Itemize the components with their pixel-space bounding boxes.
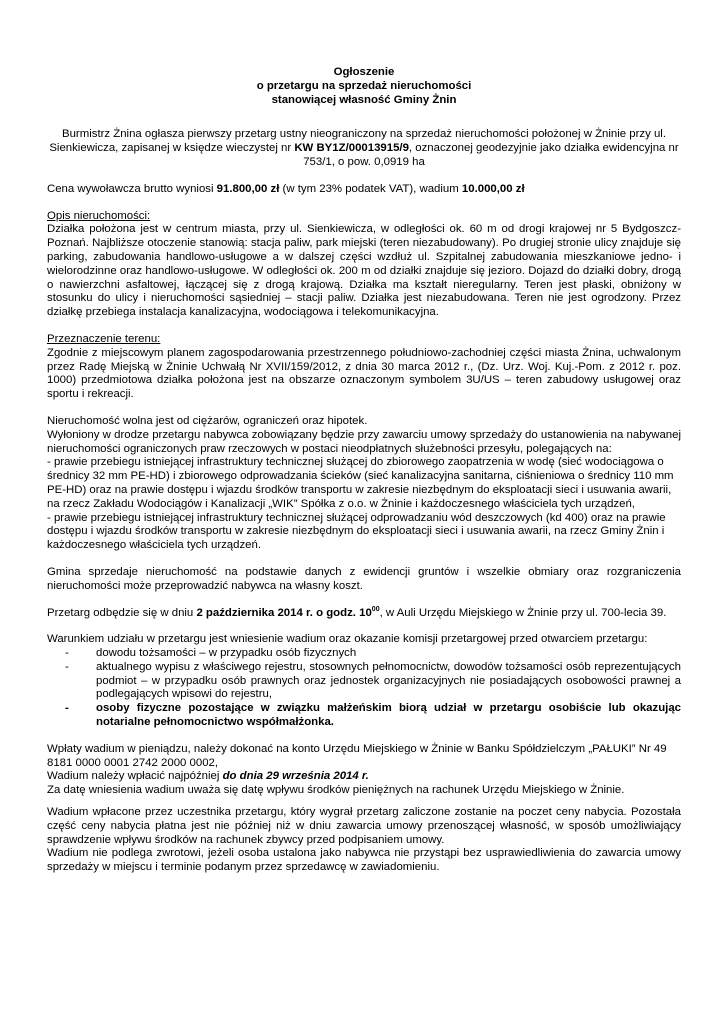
list-item: - dowodu tożsamości – w przypadku osób fizycznych <box>47 647 681 661</box>
auction-text-1: Przetarg odbędzie się w dniu <box>47 606 197 619</box>
list-item: - aktualnego wypisu z właściwego rejestru, stosownych pełnomocnictw, dowodów tożsamości osób reprezentujących podmiot – w przypadku osób prawnych oraz jednostek organizacyjnych nie posiadających osobowości prawnej a podlegających wpisowi do rejestru, <box>47 661 681 702</box>
encumbrance-item-1: - prawie przebiegu istniejącej infrastruktury technicznej służącej do zbiorowego zaopatrzenia w wodę (sieć wodociągowa o średnicy 32 mm PE-HD) i zbiorowego odprowadzania ścieków (sieć kanalizacyjna sanitarna, ciśnieniowa o średnicy 110 mm PE-HD) oraz na prawie dostępu i wjazdu środków transportu w zakresie niezbędnym do eksploatacji sieci i usuwania awarii, na rzecz Zakładu Wodociągów i Kanalizacji „WIK” Spółka z o.o. w Żninie i każdoczesnego właściciela tych urządzeń, <box>47 456 674 510</box>
payment-deadline: do dnia 29 września 2014 r. <box>222 770 369 783</box>
title-line-2: o przetargu na sprzedaż nieruchomości <box>256 79 472 92</box>
boundaries-paragraph: Gmina sprzedaje nieruchomość na podstawie danych z ewidencji gruntów i wszelkie obmiary oraz rozgraniczenia nieruchomości może przeprowadzić nabywca na własny koszt. <box>47 565 681 592</box>
intro-paragraph <box>47 128 681 169</box>
price-paragraph <box>47 183 681 197</box>
payment-line-2 <box>47 770 681 784</box>
intro-text-2: , oznaczonej geodezyjnie jako działka ewidencyjna nr 753/1, o pow. 0,0919 ha <box>303 142 679 168</box>
payment-deadline-label: Wadium należy wpłacić najpóźniej <box>47 770 223 783</box>
description-heading: Opis nieruchomości: <box>47 209 151 222</box>
closing-paragraph-1: Wadium wpłacone przez uczestnika przetargu, który wygrał przetarg zaliczone zostanie na poczet ceny nabycia. Pozostała część ceny nabycia płatna jest nie później niż w dniu zawarcia umowy przenoszącej własność, w sposób umożliwiający sprawdzenie wpływu środków na rachunek zbywcy przed podpisaniem umowy. <box>47 806 681 846</box>
title-line-3: stanowiącej własność Gminy Żnin <box>271 93 457 106</box>
price-text-1: Cena wywoławcza brutto wyniosi <box>47 182 217 195</box>
description-text: Działka położona jest w centrum miasta, przy ul. Sienkiewicza, w odległości ok. 60 m od drogi krajowej nr 5 Bydgoszcz-Poznań. Najbliższe otoczenie stanowią: stacja paliw, park miejski (teren niezabudowany). Po drugiej stronie ulicy znajduje się parking, zabudowania handlowo-usługowe a w dalszej części wzdłuż ul. Szpitalnej zabudowania mieszkaniowe jedno- i wielorodzinne oraz handlowo-usługowe. W odległości ok. 200 m od działki znajduje się jezioro. Dojazd do działki dobry, drogą o nawierzchni asfaltowej, łączącej się z drogą krajową. Działka ma kształt nieregularny. Teren jest płaski, obniżony w stosunku do ulicy i nieruchomości sąsiedniej – stacji paliw. Działka jest niezabudowana. Teren nie jest ogrodzony. Przez działkę przebiega instalacja kanalizacyjna, wodociągowa i telekomunikacyjna. <box>47 223 681 319</box>
purpose-text: Zgodnie z miejscowym planem zagospodarowania przestrzennego południowo-zachodniej części miasta Żnina, uchwalonym przez Radę Miejską w Żninie Uchwałą Nr XVII/159/2012, z dnia 30 marca 2012 r., (Dz. Urz. Woj. Kuj.-Pom. z 2012 r. poz. 1000) przedmiotowa działka położona jest na obszarze oznaczonym symbolem 3U/US – teren zabudowy usługowej oraz sportu i rekreacji. <box>47 346 681 401</box>
starting-price: 91.800,00 zł <box>216 182 280 195</box>
intro-text-1: Burmistrz Żnina ogłasza pierwszy przetarg ustny nieograniczony na sprzedaż nieruchomości położonej w Żninie przy ul. Sienkiewicza, zapisanej w księdze wieczystej nr <box>49 128 666 155</box>
title-line-1: Ogłoszenie <box>333 66 395 78</box>
payment-line-1: Wpłaty wadium w pieniądzu, należy dokonać na konto Urzędu Miejskiego w Żninie w Banku Spółdzielczym „PAŁUKI” Nr 49 8181 0000 0001 2742 2000 0002, <box>47 742 667 769</box>
price-text-2: (w tym 23% podatek VAT), wadium <box>279 182 462 195</box>
conditions-list <box>47 647 681 730</box>
purpose-heading: Przeznaczenie terenu: <box>47 332 161 345</box>
encumbrance-line-1: Nieruchomość wolna jest od ciężarów, ograniczeń oraz hipotek. <box>47 414 368 427</box>
conditions-intro: Warunkiem udziału w przetargu jest wniesienie wadium oraz okazanie komisji przetargowej przed otwarciem przetargu: <box>47 633 648 646</box>
announcement-document <box>47 66 681 875</box>
deposit-amount: 10.000,00 zł <box>461 182 525 195</box>
encumbrance-item-2: - prawie przebiegu istniejącej infrastruktury technicznej służącej odprowadzaniu wód deszczowych (kd 400) oraz na prawie dostępu i wjazdu środków transportu w zakresie niezbędnym do eksploatacji sieci i usuwania awarii, na rzecz Gminy Żnin i każdoczesnego właściciela tych urządzeń. <box>47 511 666 552</box>
closing-paragraph-2: Wadium nie podlega zwrotowi, jeżeli osoba ustalona jako nabywca nie przystąpi bez usprawiedliwienia do zawarcia umowy sprzedaży w miejscu i terminie podanym przez sprzedawcę w zawiadomieniu. <box>47 847 681 874</box>
list-item: - osoby fizyczne pozostające w związku małżeńskim biorą udział w przetargu osobiście lub okazując notarialne pełnomocnictwo współmałżonka. <box>47 702 681 730</box>
auction-minutes: 00 <box>371 605 380 613</box>
payment-line-3: Za datę wniesienia wadium uważa się datę wpływu środków pieniężnych na rachunek Urzędu Miejskiego w Żninie. <box>47 784 625 797</box>
encumbrance-line-2: Wyłoniony w drodze przetargu nabywca zobowiązany będzie przy zawarciu umowy sprzedaży do ustanowienia na nabywanej nieruchomości ograniczonych praw rzeczowych w postaci nieodpłatnych służebności przesyłu, polegających na: <box>47 428 681 455</box>
auction-text-2: , w Auli Urzędu Miejskiego w Żninie przy ul. 700-lecia 39. <box>379 606 667 619</box>
auction-paragraph <box>47 607 681 621</box>
land-register-number: KW BY1Z/00013915/9 <box>294 142 409 155</box>
auction-date: 2 października 2014 r. o godz. 10 <box>196 606 372 619</box>
